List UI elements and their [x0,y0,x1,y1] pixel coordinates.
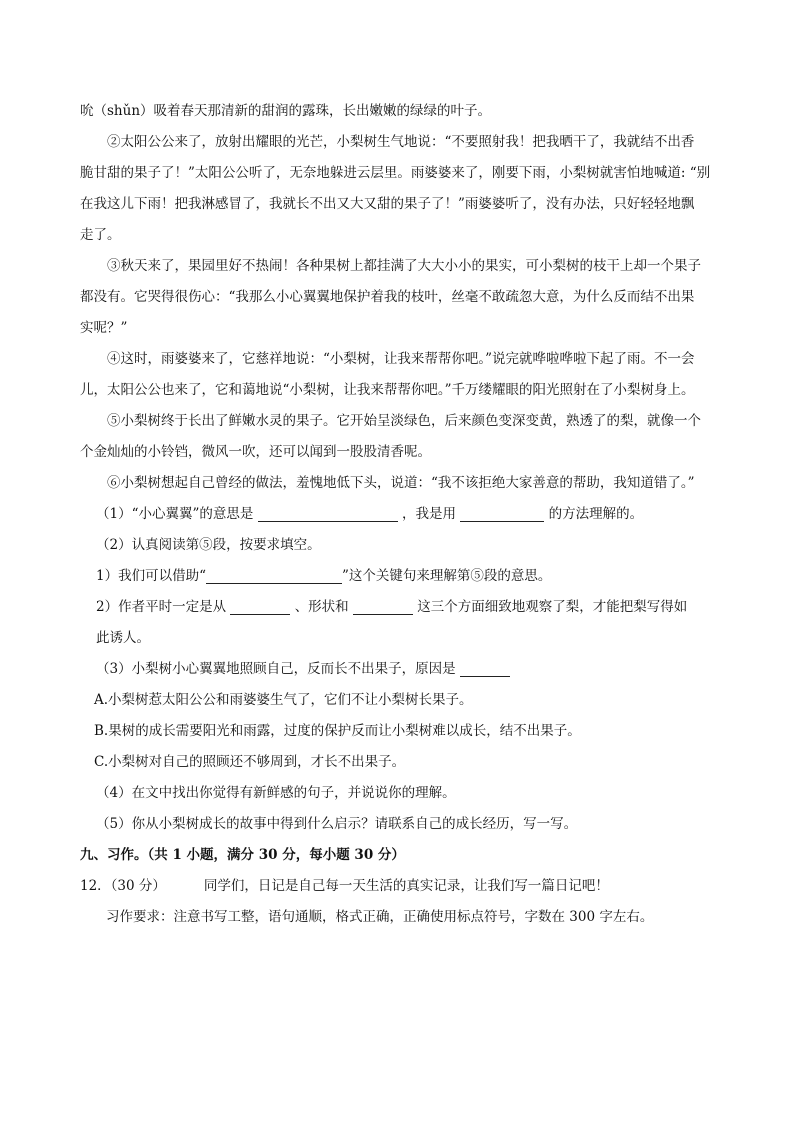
passage-line: 儿，太阳公公也来了，它和蔼地说“小梨树，让我来帮帮你吧。”千万缕耀眼的阳光照射在了小梨树身上。 [80,382,695,398]
page-content [80,96,716,933]
question-3 [80,654,716,685]
passage-line: 走了。 [80,227,121,243]
answer-blank[interactable] [460,505,544,522]
option-b: B.果树的成长需要阳光和雨露，过度的保护反而让小梨树难以成长，结不出果子。 [94,723,581,739]
question-2-2 [80,592,716,623]
question-12 [80,871,716,902]
answer-blank[interactable] [206,567,342,584]
passage-line: ③秋天来了，果园里好不热闹！各种果树上都挂满了大大小小的果实，可小梨树的枝干上却一个果子 [107,258,701,274]
question-text: （1）“小心翼翼”的意思是 [96,506,254,522]
writing-requirement: 习作要求：注意书写工整，语句通顺，格式正确，正确使用标点符号，字数在 300 字左右。 [106,909,654,925]
question-text: （3）小梨树小心翼翼地照顾自己，反而长不出果子，原因是 [96,661,456,677]
option-a: A.小梨树惹太阳公公和雨婆婆生气了，它们不让小梨树长果子。 [94,692,473,708]
question-1 [80,499,716,530]
answer-blank[interactable] [353,598,413,615]
passage-line: ②太阳公公来了，放射出耀眼的光芒，小梨树生气地说：“不要照射我！把我晒干了，我就结不出香 [107,134,695,150]
question-number: 12．（30 分） [80,878,166,894]
question-2: （2）认真阅读第⑤段，按要求填空。 [96,537,321,553]
question-text: 同学们，日记是自己每一天生活的真实记录，让我们写一篇日记吧！ [203,878,609,894]
question-text: 这三个方面细致地观察了梨，才能把梨写得如 [417,599,688,615]
answer-blank[interactable] [258,505,398,522]
passage-line: 吮（shǔn）吸着春天那清新的甜润的露珠，长出嫩嫩的绿绿的叶子。 [80,103,492,119]
question-text: ”这个关键句来理解第⑤段的意思。 [342,568,552,584]
passage-line: 在我这儿下雨！把我淋感冒了，我就长不出又大又甜的果子了！”雨婆婆听了，没有办法，只好轻轻地飘 [80,196,695,212]
section-heading: 九、习作。（共 1 小题，满分 30 分，每小题 30 分） [80,847,405,863]
question-text: 2）作者平时一定是从 [96,599,227,615]
question-text: 1）我们可以借助“ [96,568,206,584]
passage-line: ④这时，雨婆婆来了，它慈祥地说：“小梨树，让我来帮帮你吧。”说完就哗啦哗啦下起了雨。不一会 [107,351,695,367]
passage-line: 脆甘甜的果子了！”太阳公公听了，无奈地躲进云层里。雨婆婆来了，刚要下雨，小梨树就害怕地喊道: “别 [80,165,711,181]
question-5: （5）你从小梨树成长的故事中得到什么启示？请联系自己的成长经历，写一写。 [96,816,578,832]
passage-line: ⑤小梨树终于长出了鲜嫩水灵的果子。它开始呈淡绿色，后来颜色变深变黄，熟透了的梨，就像一个 [107,413,701,429]
question-2-2-cont: 此诱人。 [96,630,150,646]
passage-line: 个金灿灿的小铃铛，微风一吹，还可以闻到一股股清香呢。 [80,444,431,460]
passage-line: ⑥小梨树想起自己曾经的做法，羞愧地低下头，说道：“我不该拒绝大家善意的帮助，我知道错了。” [107,475,695,491]
answer-blank[interactable] [230,598,290,615]
passage-line: 实呢？” [80,320,128,336]
question-text: 、形状和 [294,599,349,615]
question-text: ，我是用 [402,506,456,522]
answer-blank[interactable] [460,660,510,677]
question-4: （4）在文中找出你觉得有新鲜感的句子，并说说你的理解。 [96,785,456,801]
passage-line: 都没有。它哭得很伤心：“我那么小心翼翼地保护着我的枝叶，丝毫不敢疏忽大意，为什么反而结不出果 [80,289,695,305]
option-c: C.小梨树对自己的照顾还不够周到，才长不出果子。 [94,754,406,770]
question-text: 的方法理解的。 [548,506,644,522]
question-2-1 [80,561,716,592]
